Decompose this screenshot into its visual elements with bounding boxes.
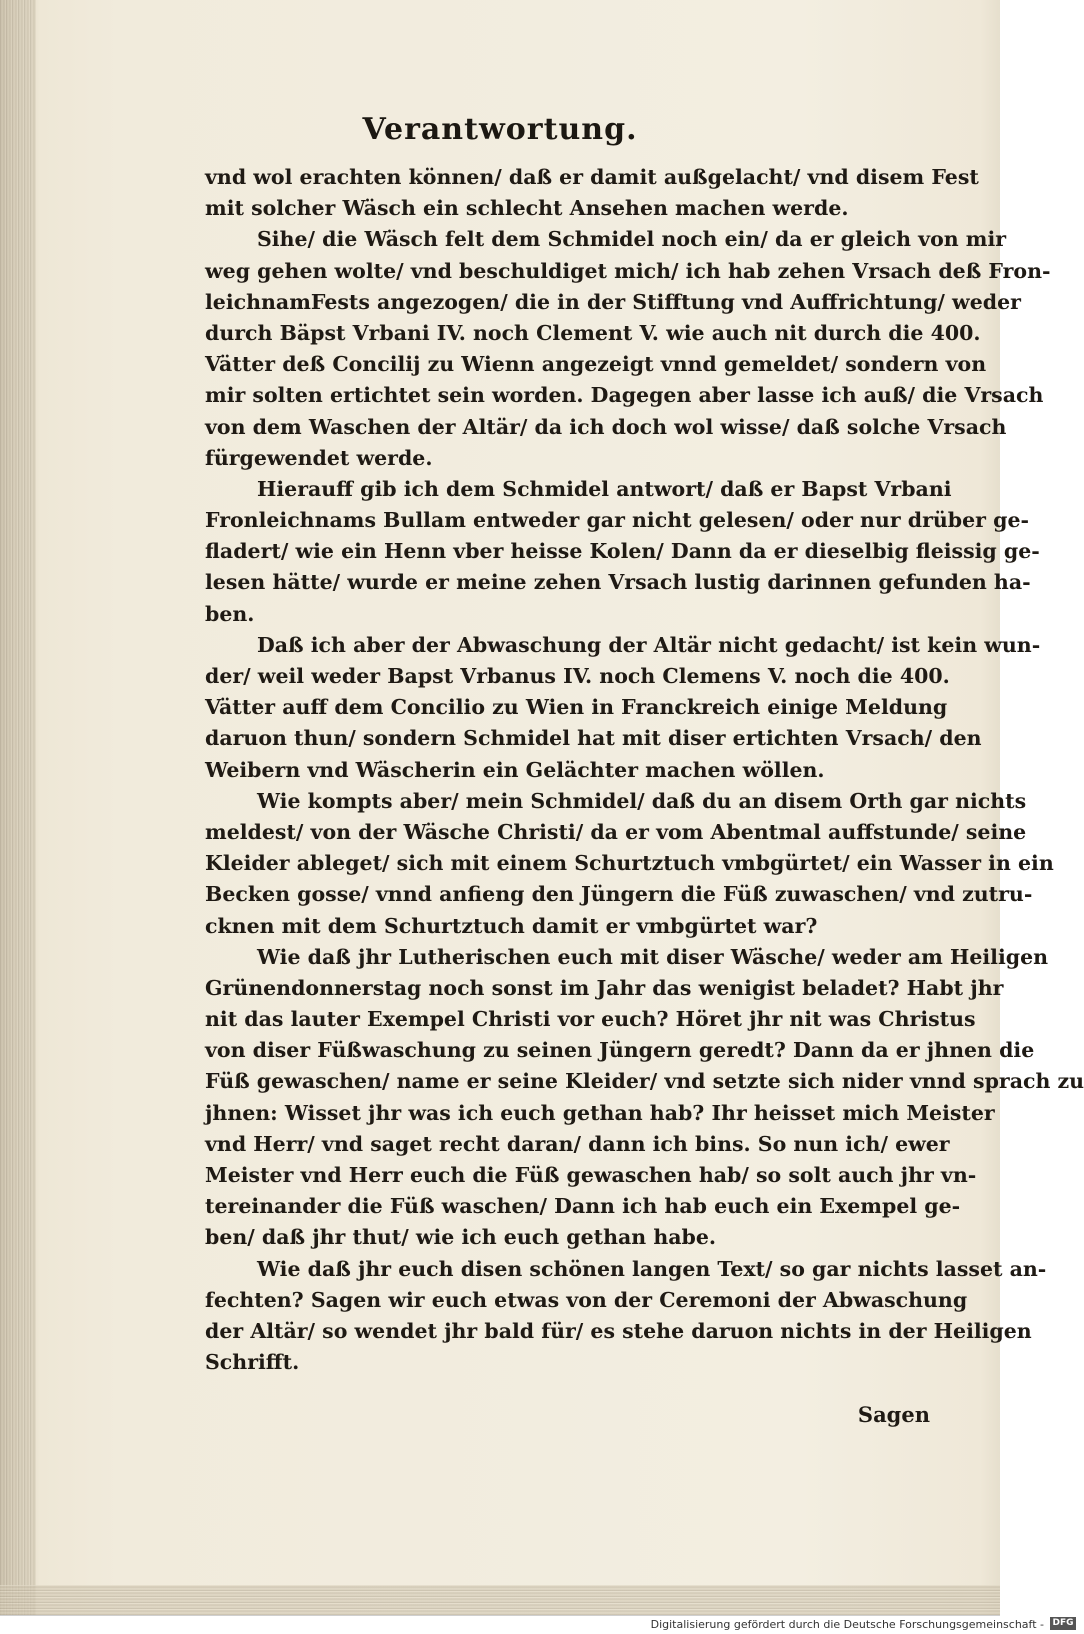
text-line: Sihe/ die Wäsch felt dem Schmidel noch ein/ da er gleich von mir xyxy=(257,227,1007,252)
text-line: Becken gosse/ vnnd anfieng den Jüngern die Füß zuwaschen/ vnd zutru- xyxy=(205,882,1033,907)
text-line: fechten? Sagen wir euch etwas von der Ceremoni der Abwaschung xyxy=(205,1287,968,1312)
text-line: der Altär/ so wendet jhr bald für/ es stehe daruon nichts in der Heiligen xyxy=(205,1318,1032,1343)
text-line: Wie kompts aber/ mein Schmidel/ daß du an disem Orth gar nichts xyxy=(257,788,1027,813)
text-line: Kleider ableget/ sich mit einem Schurtztuch vmbgürtet/ ein Wasser in ein xyxy=(205,851,1054,876)
dfg-logo-icon: DFG xyxy=(1050,1617,1076,1630)
book-gutter xyxy=(0,0,36,1633)
running-header: Verantwortung. xyxy=(362,112,638,147)
text-line: leichnamFests angezogen/ die in der Stifftung vnd Auffrichtung/ weder xyxy=(205,289,1021,314)
text-line: mit solcher Wäsch ein schlecht Ansehen machen werde. xyxy=(205,196,849,221)
text-line: Wie daß jhr Lutherischen euch mit diser Wäsche/ weder am Heiligen xyxy=(257,944,1049,969)
text-line: Fronleichnams Bullam entweder gar nicht gelesen/ oder nur drüber ge- xyxy=(205,508,1030,533)
text-line: daruon thun/ sondern Schmidel hat mit diser ertichten Vrsach/ den xyxy=(205,726,982,751)
text-line: Füß gewaschen/ name er seine Kleider/ vnd setzte sich nider vnnd sprach zu xyxy=(205,1069,1084,1094)
text-line: Schrifft. xyxy=(205,1350,300,1375)
text-line: nit das lauter Exempel Christi vor euch? Höret jhr nit was Christus xyxy=(205,1007,976,1032)
catchword: Sagen xyxy=(857,1402,930,1427)
text-line: Meister vnd Herr euch die Füß gewaschen hab/ so solt auch jhr vn- xyxy=(205,1163,977,1187)
body-text xyxy=(205,162,1084,1378)
text-line: Daß ich aber der Abwaschung der Altär nicht gedacht/ ist kein wun- xyxy=(257,632,1041,657)
text-line: ben/ daß jhr thut/ wie ich euch gethan habe. xyxy=(205,1225,717,1250)
text-line: Hierauff gib ich dem Schmidel antwort/ daß er Bapst Vrbani xyxy=(257,476,952,501)
page-edges xyxy=(0,1585,1000,1615)
text-line: von diser Füßwaschung zu seinen Jüngern geredt? Dann da er jhnen die xyxy=(205,1038,1035,1063)
text-line: Vätter auff dem Concilio zu Wien in Franckreich einige Meldung xyxy=(205,695,948,720)
text-line: ben. xyxy=(205,601,255,626)
text-line: der/ weil weder Bapst Vrbanus IV. noch Clemens V. noch die 400. xyxy=(205,664,950,688)
text-line: fürgewendet werde. xyxy=(205,445,433,470)
text-line: weg gehen wolte/ vnd beschuldiget mich/ ich hab zehen Vrsach deß Fron- xyxy=(205,258,1051,283)
text-line: vnd Herr/ vnd saget recht daran/ dann ich bins. So nun ich/ ewer xyxy=(205,1131,950,1156)
text-line: Weibern vnd Wäscherin ein Gelächter machen wöllen. xyxy=(205,757,825,782)
text-line: Grünendonnerstag noch sonst im Jahr das wenigist beladet? Habt jhr xyxy=(205,975,1004,1000)
text-line: von dem Waschen der Altär/ da ich doch wol wisse/ daß solche Vrsach xyxy=(205,414,1007,439)
text-line: jhnen: Wisset jhr was ich euch gethan hab? Ihr heisset mich Meister xyxy=(205,1100,995,1125)
text-line: vnd wol erachten können/ daß er damit außgelacht/ vnd disem Fest xyxy=(205,165,979,189)
text-line: meldest/ von der Wäsche Christi/ da er vom Abentmal auffstunde/ seine xyxy=(205,819,1027,844)
text-line: fladert/ wie ein Henn vber heisse Kolen/ Dann da er dieselbig fleissig ge- xyxy=(205,539,1040,564)
text-line: Wie daß jhr euch disen schönen langen Text/ so gar nichts lasset an- xyxy=(257,1256,1047,1281)
text-line: Vätter deß Concilij zu Wienn angezeigt vnnd gemeldet/ sondern von xyxy=(205,352,987,377)
text-line: lesen hätte/ wurde er meine zehen Vrsach lustig darinnen gefunden ha- xyxy=(205,570,1031,595)
funding-notice: Digitalisierung gefördert durch die Deutsche Forschungsgemeinschaft - xyxy=(650,1618,1044,1631)
text-line: cknen mit dem Schurtztuch damit er vmbgürtet war? xyxy=(205,913,818,938)
text-line: tereinander die Füß waschen/ Dann ich hab euch ein Exempel ge- xyxy=(205,1194,961,1219)
text-line: mir solten ertichtet sein worden. Dagegen aber lasse ich auß/ die Vrsach xyxy=(205,383,1044,408)
text-line: durch Bäpst Vrbani IV. noch Clement V. wie auch nit durch die 400. xyxy=(205,320,981,345)
